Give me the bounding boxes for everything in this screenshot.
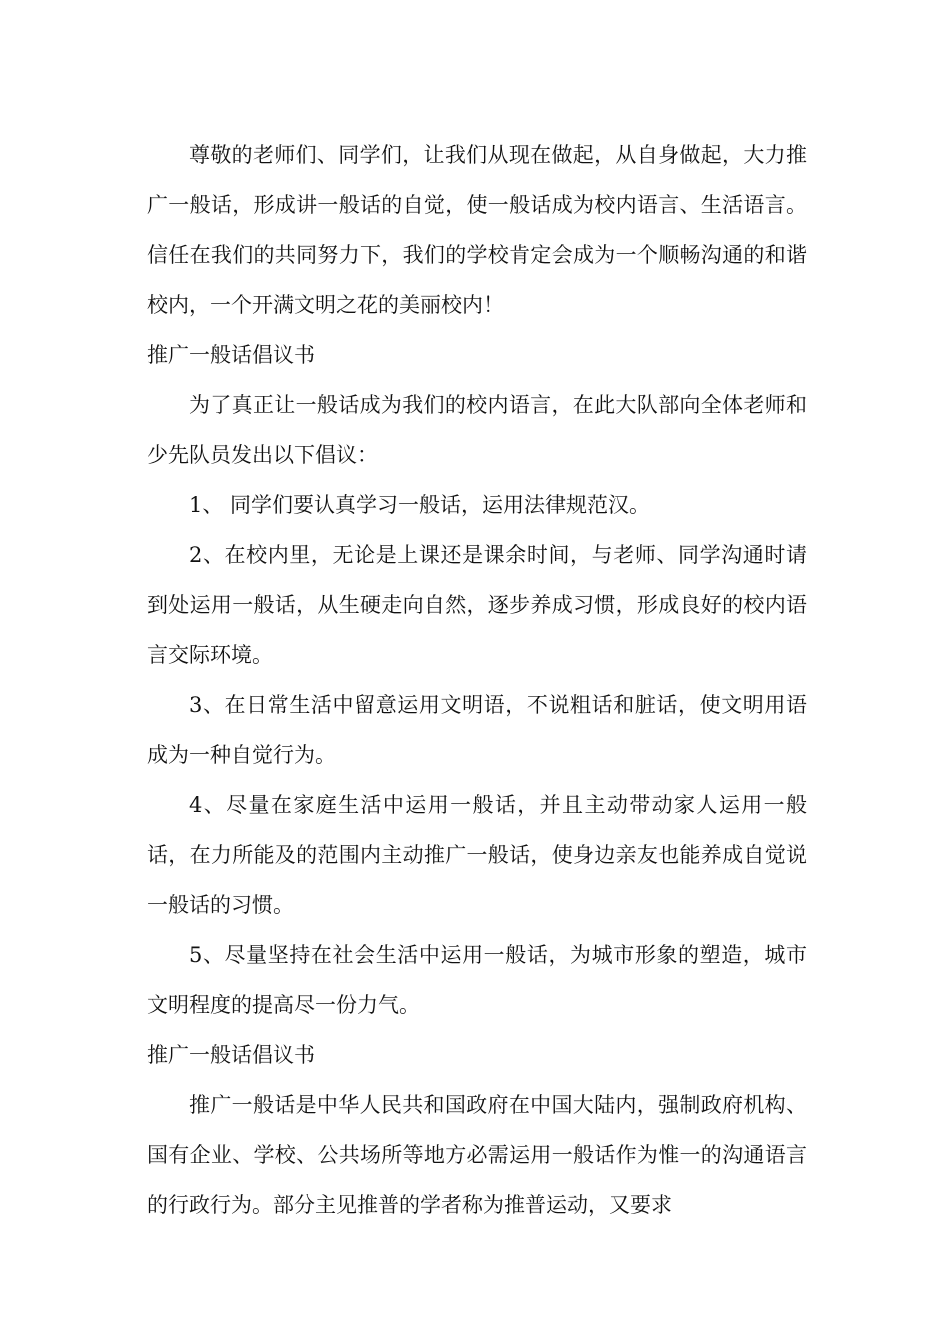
paragraph-appeal-closing: 尊敬的老师们、同学们，让我们从现在做起，从自身做起，大力推广一般话，形成讲一般话的自觉，使一般话成为校内语言、生活语言。信任在我们的共同努力下，我们的学校肯定会成为一个顺畅沟通的和谐校内，一个开满文明之花的美丽校内！ (147, 143, 807, 317)
proposal-item-4: 4、尽量在家庭生活中运用一般话，并且主动带动家人运用一般话，在力所能及的范围内主动推广一般话，使身边亲友也能养成自觉说一般话的习惯。 (147, 793, 807, 917)
document-body (147, 130, 807, 1230)
paragraph-proposal-intro: 为了真正让一般话成为我们的校内语言，在此大队部向全体老师和少先队员发出以下倡议： (147, 393, 807, 467)
proposal-item-1: 1、 同学们要认真学习一般话，运用法律规范汉。 (189, 493, 651, 517)
proposal-item-3: 3、在日常生活中留意运用文明语，不说粗话和脏话，使文明用语成为一种自觉行为。 (147, 693, 807, 767)
proposal-item-5: 5、尽量坚持在社会生活中运用一般话，为城市形象的塑造，城市文明程度的提高尽一份力气。 (147, 943, 807, 1017)
paragraph-definition: 推广一般话是中华人民共和国政府在中国大陆内，强制政府机构、国有企业、学校、公共场所等地方必需运用一般话作为惟一的沟通语言的行政行为。部分主见推普的学者称为推普运动，又要求 (147, 1093, 807, 1217)
section-heading-proposal: 推广一般话倡议书 (147, 343, 315, 367)
proposal-item-2: 2、在校内里，无论是上课还是课余时间，与老师、同学沟通时请到处运用一般话，从生硬走向自然，逐步养成习惯，形成良好的校内语言交际环境。 (147, 543, 807, 667)
section-heading-proposal-2: 推广一般话倡议书 (147, 1043, 315, 1067)
